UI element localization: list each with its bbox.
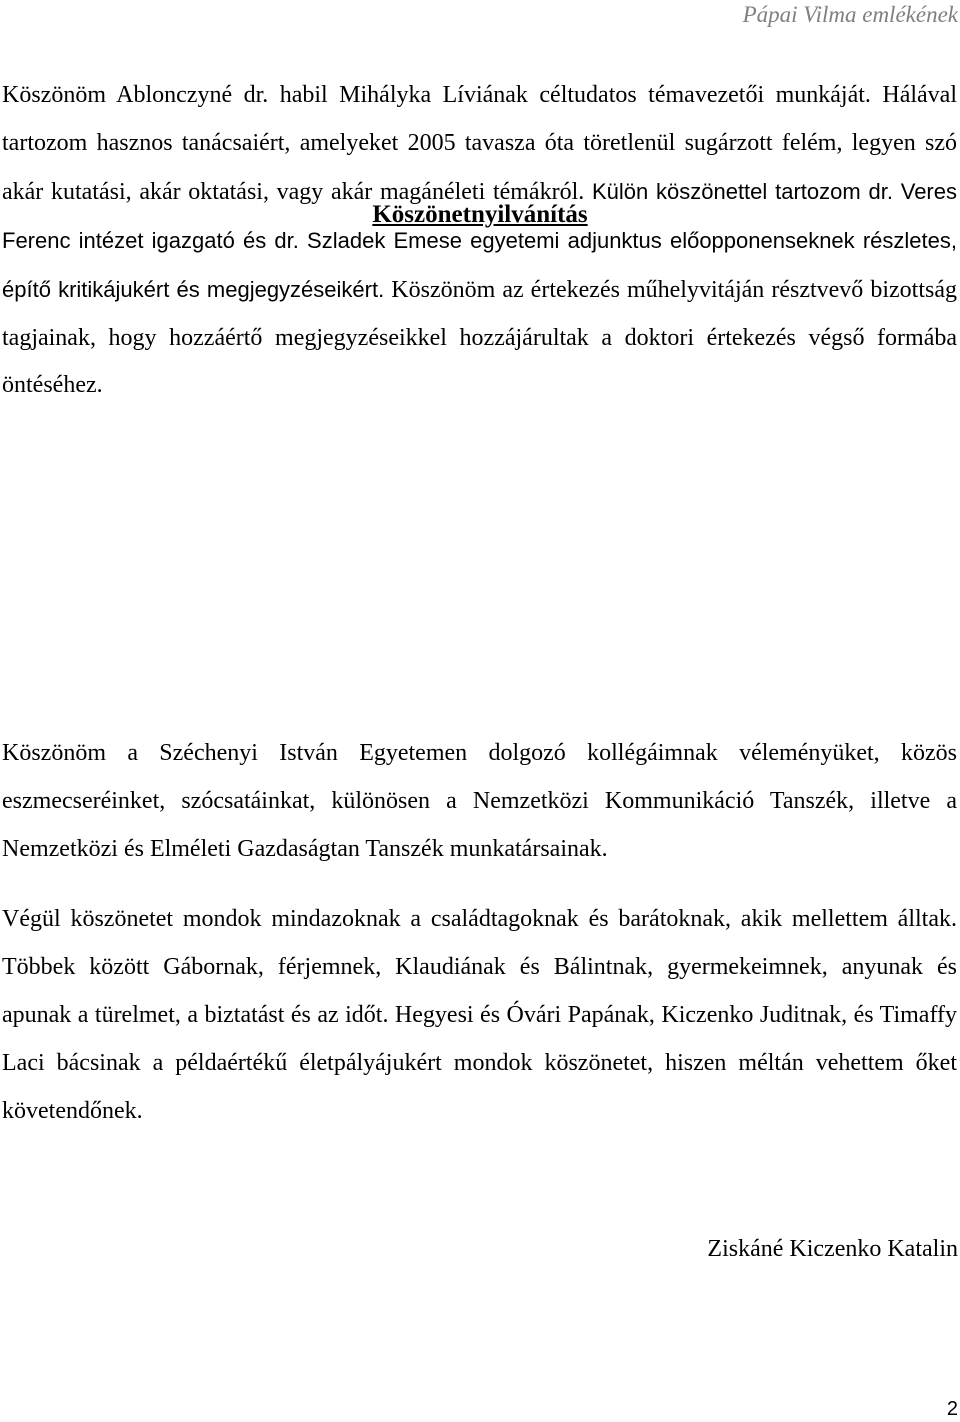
author-signature: Ziskáné Kiczenko Katalin: [707, 1236, 958, 1262]
paragraph-text: Köszönöm Ablonczyné dr. habil Mihályka Líviának céltudatos témavezetői munkáját. Hálával tartozom hasznos tanácsaiért, amelyeket 2005 tavasza óta töretlenül sugárzott felém, legyen szó akár kutatási, akár oktatási, vagy akár magánéleti témákról.: [2, 82, 957, 205]
paragraph-supervisor-thanks: [2, 72, 957, 410]
paragraph-text: Köszönöm az értekezés műhelyvitáján résztvevő bizottság tagjainak, hogy hozzáértő megjegyzéseikkel hozzájárultak a doktori értekezés végső formába öntéséhez.: [2, 276, 957, 399]
paragraph-family-thanks: Végül köszönetet mondok mindazoknak a családtagoknak és barátoknak, akik mellettem álltak. Többek között Gábornak, férjemnek, Klaudiának és Bálintnak, gyermekeimnek, anyunak és apunak a türelmet, a biztatást és az időt. Hegyesi és Óvári Papának, Kiczenko Juditnak, és Timaffy Laci bácsinak a példaértékű életpályájukért mondok köszönetet, hiszen méltán vehettem őket követendőnek.: [2, 906, 957, 1124]
page-number: 2: [946, 1398, 958, 1420]
page-title: Köszönetnyilvánítás: [372, 201, 588, 228]
header-dedication: Pápai Vilma emlékének: [742, 2, 958, 27]
paragraph-text-sans: Külön köszönettel tartozom dr. Veres Ferenc intézet igazgató és dr. Szladek Emese egyetemi adjunktus előopponenseknek részletes, építő kritikájukért és megjegyzéseikért.: [2, 178, 957, 302]
paragraph-colleagues-thanks: Köszönöm a Széchenyi István Egyetemen dolgozó kollégáimnak véleményüket, közös eszmecseréinket, szócsatáinkat, különösen a Nemzetközi Kommunikáció Tanszék, illetve a Nemzetközi és Elméleti Gazdaságtan Tanszék munkatársainak.: [2, 740, 957, 862]
